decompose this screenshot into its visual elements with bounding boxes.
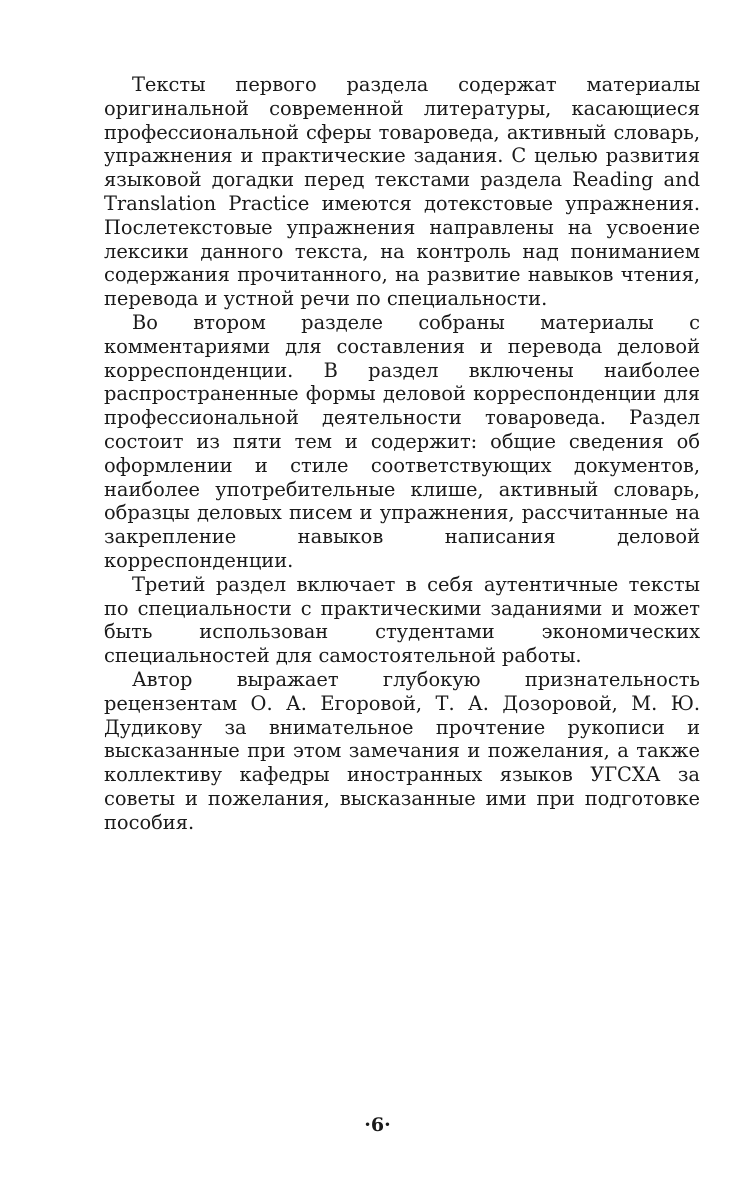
paragraph-acknowledgements: Автор выражает глубокую признательность рецензентам О. А. Егоровой, Т. А. Дозоровой, М. Ю. Дудикову за внимательное прочтение рукописи и высказанные при этом замечания и пожелания, а также коллективу кафедры иностранных языков УГСХА за советы и пожелания, высказанные ими при подготовке пособия. [104,667,700,834]
paragraph-third-section: Третий раздел включает в себя аутентичные тексты по специальности с практическими заданиями и может быть использован студентами экономических специальностей для самостоятельной работы. [104,572,700,668]
page-number: ·6· [364,1114,391,1136]
page-body [104,73,700,835]
paragraph-first-section: Тексты первого раздела содержат материалы оригинальной современной литературы, касающиеся профессиональной сферы товароведа, активный словарь, упражнения и практические задания. С целью развития языковой догадки перед текстами раздела Reading and Translation Practice имеются дотекстовые упражнения. Послетекстовые упражнения направлены на усвоение лексики данного текста, на контроль над пониманием содержания прочитанного, на развитие навыков чтения, перевода и устной речи по специальности. [104,73,700,311]
paragraph-second-section: Во втором разделе собраны материалы с комментариями для составления и перевода деловой корреспонденции. В раздел включены наиболее распространенные формы деловой корреспонденции для профессиональной деятельности товароведа. Раздел состоит из пяти тем и содержит: общие сведения об оформлении и стиле соответствующих документов, наиболее употребительные клише, активный словарь, образцы деловых писем и упражнения, рассчитанные на закрепление навыков написания деловой корреспонденции. [104,310,700,572]
